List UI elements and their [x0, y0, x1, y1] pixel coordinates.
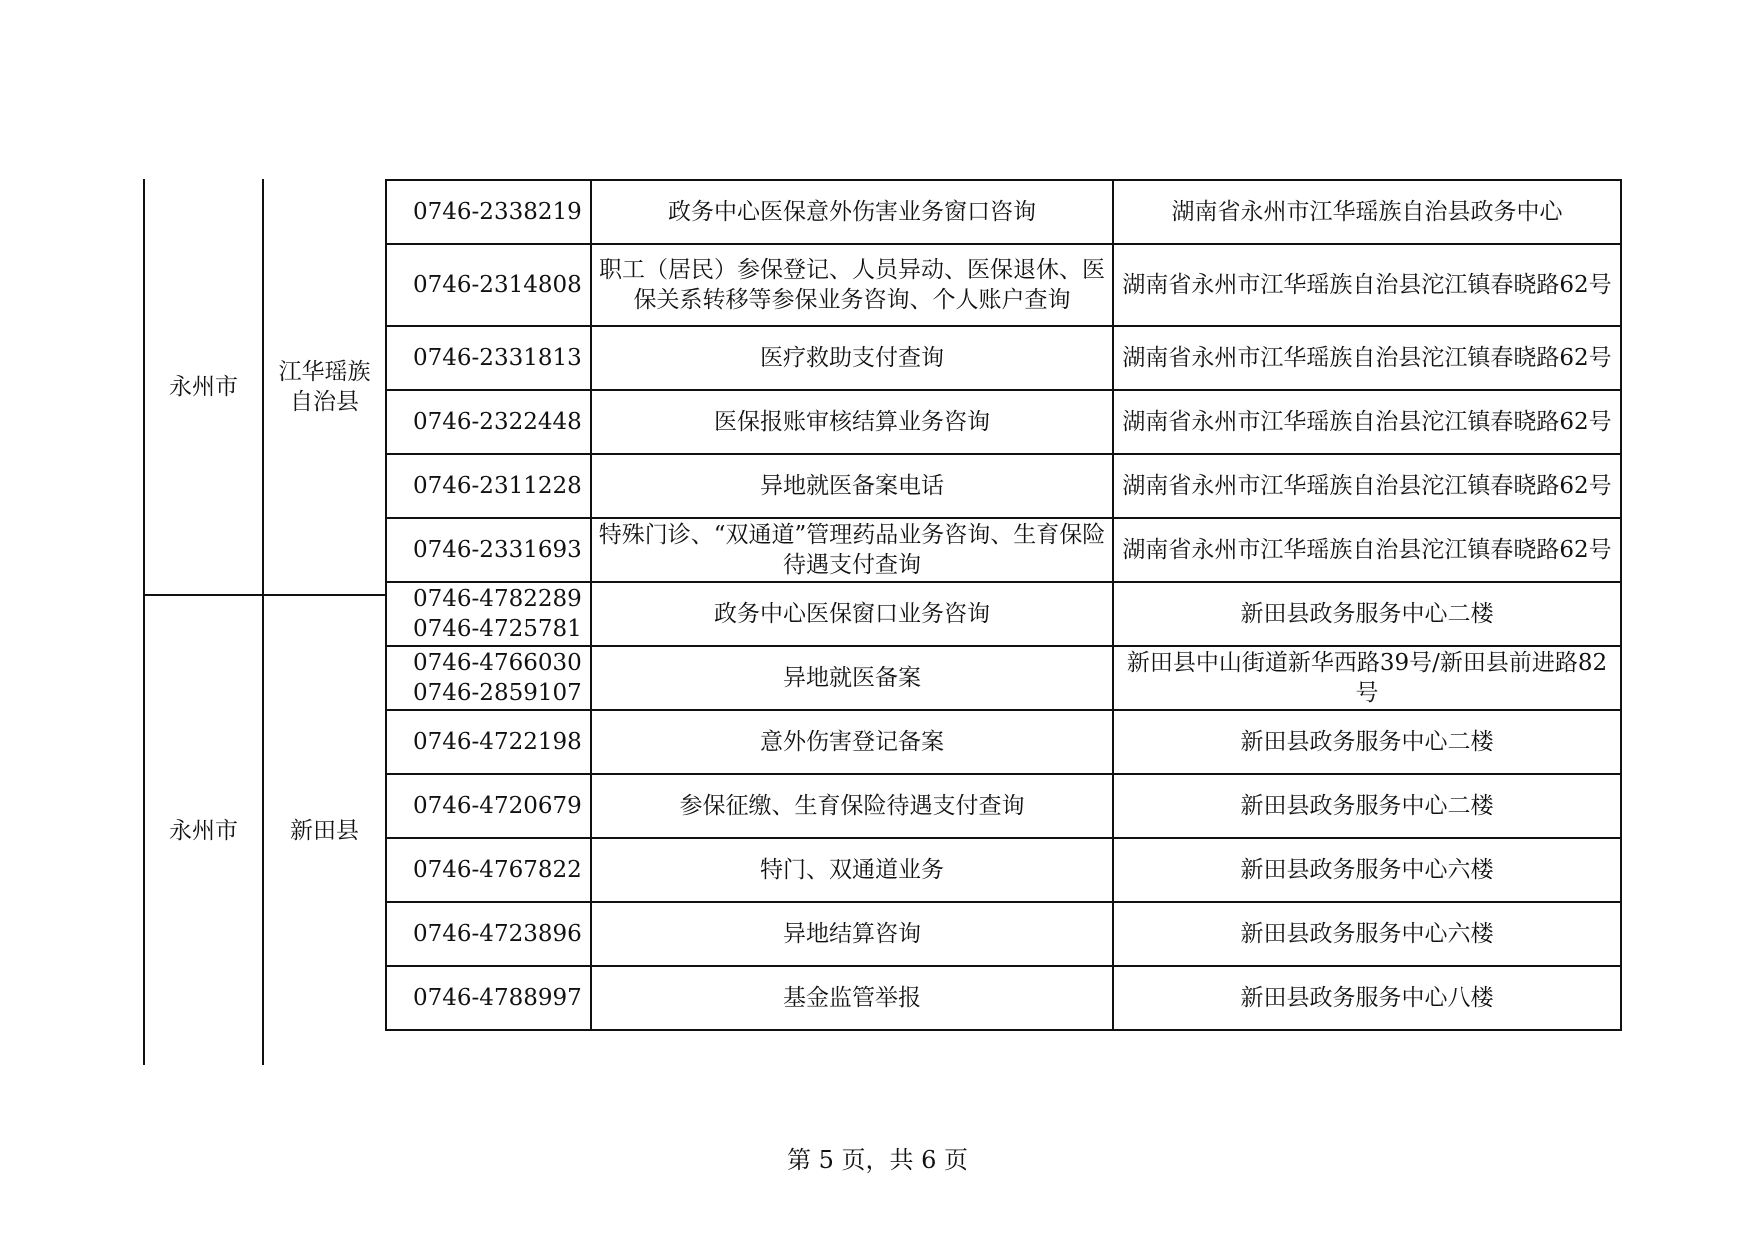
table-row: [386, 454, 1621, 518]
page-footer: 第 5 页，共 6 页: [786, 1146, 969, 1174]
contact-table: [385, 179, 1622, 1031]
table-row: [386, 518, 1621, 582]
service-cell: 异地结算咨询: [591, 902, 1113, 966]
address-cell: 新田县政务服务中心八楼: [1113, 966, 1621, 1030]
phone-secondary: 0746-2859107: [413, 680, 582, 706]
table-row: [386, 646, 1621, 710]
service-cell: 特门、双通道业务: [591, 838, 1113, 902]
address-cell: 新田县政务服务中心二楼: [1113, 582, 1621, 646]
table-row: [386, 582, 1621, 646]
city-cell: [145, 179, 262, 594]
service-cell: 基金监管举报: [591, 966, 1113, 1030]
phone-cell: 0746-2331693: [386, 518, 591, 582]
address-cell: 湖南省永州市江华瑶族自治县沱江镇春晓路62号: [1113, 326, 1621, 390]
table-row: [386, 838, 1621, 902]
table-row: [386, 326, 1621, 390]
service-cell: [591, 244, 1113, 326]
phone-cell: 0746-4723896: [386, 902, 591, 966]
address-cell: 新田县政务服务中心六楼: [1113, 838, 1621, 902]
service-cell: 医保报账审核结算业务咨询: [591, 390, 1113, 454]
service-cell: 参保征缴、生育保险待遇支付查询: [591, 774, 1113, 838]
phone-cell: [386, 646, 591, 710]
table-row: [386, 244, 1621, 326]
address-cell: 湖南省永州市江华瑶族自治县沱江镇春晓路62号: [1113, 390, 1621, 454]
table-row: [386, 180, 1621, 244]
phone-cell: 0746-4722198: [386, 710, 591, 774]
phone-cell: 0746-4788997: [386, 966, 591, 1030]
county-label: 新田县: [290, 817, 359, 844]
phone-primary: 0746-4766030: [413, 650, 582, 676]
table-row: [386, 966, 1621, 1030]
city-cell: [145, 596, 262, 1065]
table-row: [386, 710, 1621, 774]
table-row: [386, 902, 1621, 966]
county-cell: [264, 596, 385, 1065]
service-cell: 政务中心医保意外伤害业务窗口咨询: [591, 180, 1113, 244]
service-cell: 政务中心医保窗口业务咨询: [591, 582, 1113, 646]
phone-cell: 0746-2331813: [386, 326, 591, 390]
phone-cell: 0746-2338219: [386, 180, 591, 244]
city-label: 永州市: [169, 817, 238, 844]
address-cell: 湖南省永州市江华瑶族自治县沱江镇春晓路62号: [1113, 454, 1621, 518]
service-cell: 异地就医备案电话: [591, 454, 1113, 518]
city-label: 永州市: [169, 373, 238, 400]
address-cell: 湖南省永州市江华瑶族自治县沱江镇春晓路62号: [1113, 244, 1621, 326]
phone-cell: [386, 582, 591, 646]
phone-secondary: 0746-4725781: [413, 616, 582, 642]
phone-cell: 0746-4767822: [386, 838, 591, 902]
table-row: [386, 774, 1621, 838]
service-cell: 异地就医备案: [591, 646, 1113, 710]
address-cell: 新田县中山街道新华西路39号/新田县前进路82号: [1113, 646, 1621, 710]
phone-cell: 0746-4720679: [386, 774, 591, 838]
county-cell: [264, 179, 385, 594]
phone-cell: 0746-2314808: [386, 244, 591, 326]
address-cell: 新田县政务服务中心六楼: [1113, 902, 1621, 966]
county-label: 江华瑶族自治县: [278, 358, 371, 415]
service-cell: 意外伤害登记备案: [591, 710, 1113, 774]
address-cell: 新田县政务服务中心二楼: [1113, 774, 1621, 838]
table-row: [386, 390, 1621, 454]
service-text: 职工（居民）参保登记、人员异动、医保退休、医保关系转移等参保业务咨询、个人账户查询: [599, 257, 1105, 313]
service-cell: 医疗救助支付查询: [591, 326, 1113, 390]
address-cell: 新田县政务服务中心二楼: [1113, 710, 1621, 774]
phone-cell: 0746-2322448: [386, 390, 591, 454]
address-cell: 湖南省永州市江华瑶族自治县沱江镇春晓路62号: [1113, 518, 1621, 582]
service-cell: 特殊门诊、“双通道”管理药品业务咨询、生育保险待遇支付查询: [591, 518, 1113, 582]
phone-cell: 0746-2311228: [386, 454, 591, 518]
address-cell: 湖南省永州市江华瑶族自治县政务中心: [1113, 180, 1621, 244]
phone-primary: 0746-4782289: [413, 586, 582, 612]
